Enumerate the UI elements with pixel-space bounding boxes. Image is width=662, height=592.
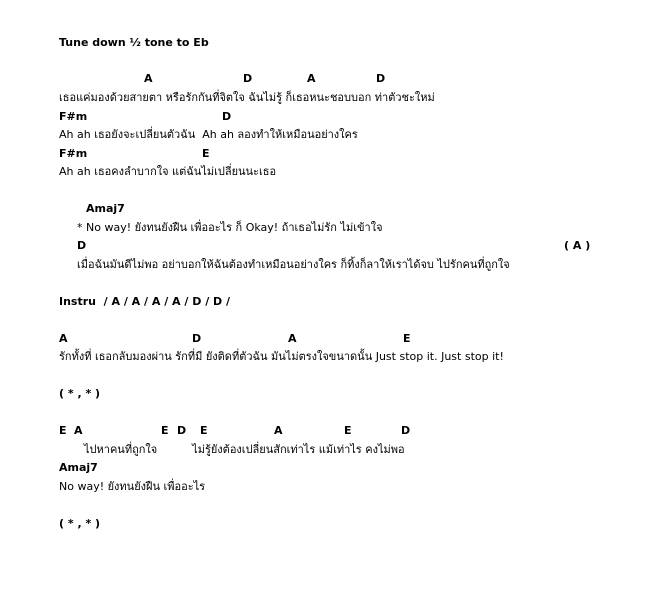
chord: A (274, 424, 283, 437)
tuning-note: Tune down ½ tone to Eb (59, 36, 209, 49)
instrumental-line: Instru / A / A / A / A / D / D / (59, 295, 231, 308)
lyric-line: * No way! ยังทนยังฝืน เพื่ออะไร ก็ Okay! ถ้าเธอไม่รัก ไม่เข้าใจ (77, 221, 383, 234)
chord: E (200, 424, 208, 437)
chord: A (307, 72, 316, 85)
chord: D (177, 424, 187, 437)
lyric-line: เมื่อฉันมันดีไม่พอ อย่าบอกให้ฉันต้องทำเหมือนอย่างใคร ก็ทิ้งก็ลาให้เราได้จบ ไปรักคนที่ถูกใจ (77, 258, 510, 271)
chord: E (59, 424, 67, 437)
chord: A (59, 332, 68, 345)
chord: D (222, 110, 232, 123)
chord: ( A ) (564, 239, 591, 252)
chord: D (401, 424, 411, 437)
chord: F#m (59, 147, 88, 160)
lyric-line: รักทั้งที่ เธอกลับมองผ่าน รักที่มี ยังติดที่ตัวฉัน มันไม่ตรงใจขนาดนั้น Just stop it. Just stop it! (59, 350, 504, 363)
chord: A (144, 72, 153, 85)
chord: Amaj7 (59, 461, 98, 474)
chord: E (344, 424, 352, 437)
chord: D (192, 332, 202, 345)
chord: E (161, 424, 169, 437)
lyric-line: ไปหาคนที่ถูกใจ ไม่รู้ยังต้องเปลี่ยนสักเท่าไร แม้เท่าไร คงไม่พอ (84, 443, 405, 456)
chord: D (243, 72, 253, 85)
chord: D (376, 72, 386, 85)
chord: A (74, 424, 83, 437)
lyric-line: Ah ah เธอยังจะเปลี่ยนตัวฉัน Ah ah ลองทำให้เหมือนอย่างใคร (59, 128, 358, 141)
lyric-line: เธอแค่มองด้วยสายตา หรือรักกันที่จิตใจ ฉันไม่รู้ ก็เธอหนะชอบบอก ท่าตัวชะใหม่ (59, 91, 435, 104)
lyric-line: Ah ah เธอคงลำบากใจ แต่ฉันไม่เปลี่ยนนะเธอ (59, 165, 277, 178)
repeat-marker: ( * , * ) (59, 517, 101, 530)
chord: E (202, 147, 210, 160)
chord: A (288, 332, 297, 345)
chord: F#m (59, 110, 88, 123)
chord: D (77, 239, 87, 252)
lyric-line: No way! ยังทนยังฝืน เพื่ออะไร (59, 480, 206, 493)
repeat-marker: ( * , * ) (59, 387, 101, 400)
chord: E (403, 332, 411, 345)
chord: Amaj7 (86, 202, 125, 215)
